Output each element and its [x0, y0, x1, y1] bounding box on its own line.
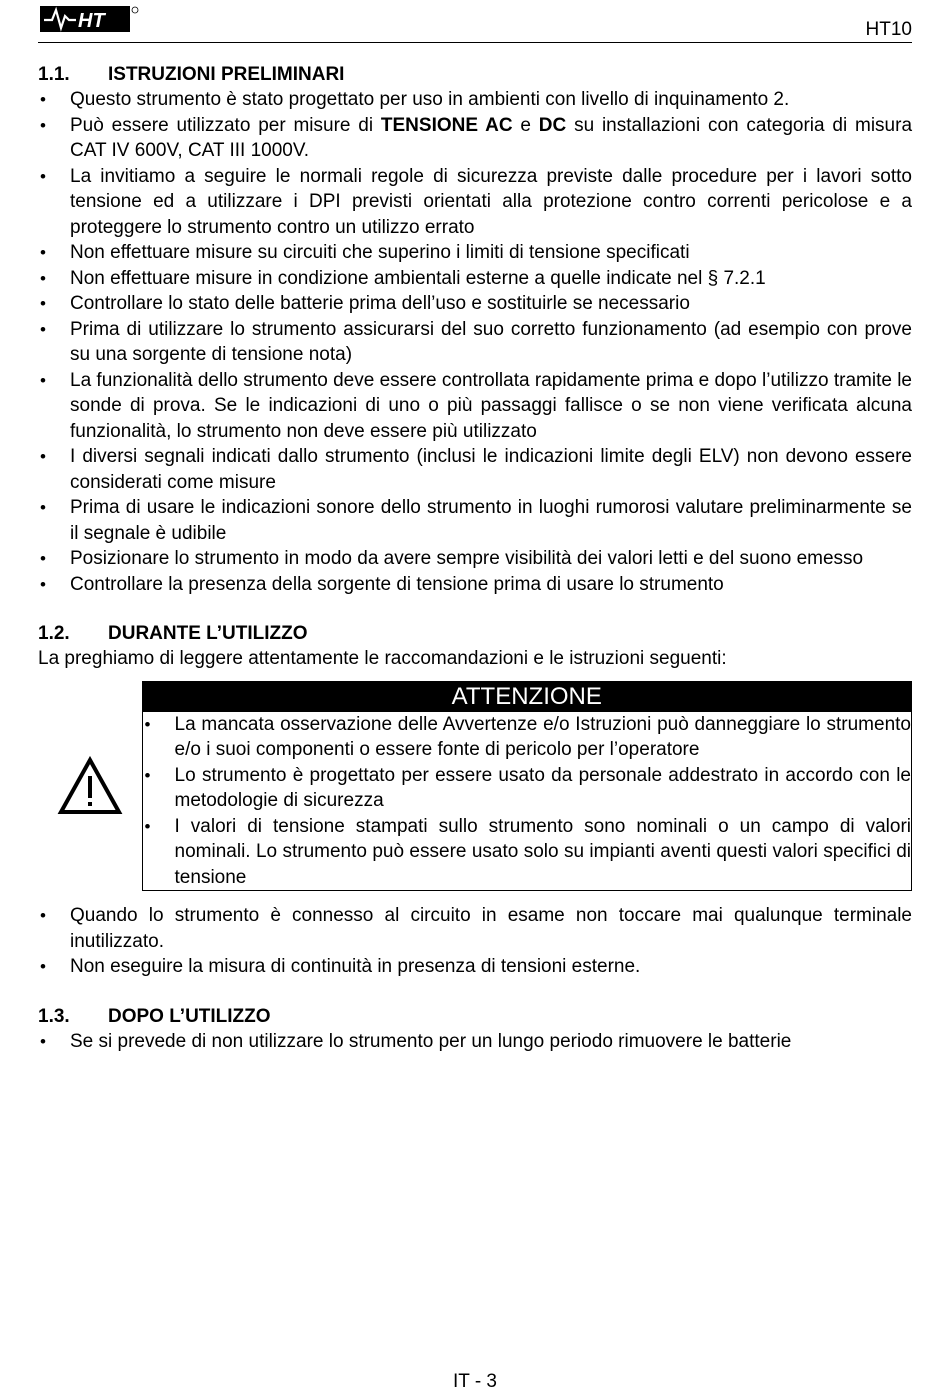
page-header — [38, 6, 912, 43]
list-item: • I valori di tensione stampati sullo strumento sono nominali o un campo di valori nominali. Lo strumento può essere usato solo su impianti aventi questi valori specifici di tensione — [143, 814, 911, 891]
section-heading-1-2: 1.2. DURANTE L’UTILIZZO — [38, 623, 308, 644]
preliminary-instructions-list — [38, 87, 912, 597]
list-item: • Controllare la presenza della sorgente di tensione prima di usare lo strumento — [38, 572, 912, 598]
list-item: • La funzionalità dello strumento deve essere controllata rapidamente prima e dopo l’utilizzo tramite le sonde di prova. Se le indicazioni di uno o più passaggi fallisce o se non viene verificata alcuna funzionalità, lo strumento non deve essere più utilizzato — [38, 368, 912, 445]
list-item: • La mancata osservazione delle Avvertenze e/o Istruzioni può danneggiare lo strumento e/o i suoi componenti o essere fonte di pericolo per l’operatore — [143, 712, 911, 763]
warning-block — [38, 681, 912, 892]
after-use-list — [38, 1029, 912, 1055]
list-item: • Posizionare lo strumento in modo da avere sempre visibilità dei valori letti e del suono emesso — [38, 546, 912, 572]
svg-text:HT: HT — [78, 10, 105, 32]
warning-triangle-icon — [57, 756, 123, 816]
list-item: • I diversi segnali indicati dallo strumento (inclusi le indicazioni limite degli ELV) non devono essere considerati come misure — [38, 444, 912, 495]
section-intro: La preghiamo di leggere attentamente le raccomandazioni e le istruzioni seguenti: — [38, 648, 727, 669]
warning-list — [142, 712, 912, 892]
list-item: • Prima di usare le indicazioni sonore dello strumento in luoghi rumorosi valutare preliminarmente se il segnale è udibile — [38, 495, 912, 546]
list-item: • Non effettuare misure su circuiti che superino i limiti di tensione specificati — [38, 240, 912, 266]
list-item: • La invitiamo a seguire le normali regole di sicurezza previste dalle procedure per i lavori sotto tensione ed a utilizzare i DPI previsti orientati alla protezione contro correnti pericolose e a proteggere lo strumento contro un utilizzo errato — [38, 164, 912, 241]
section-heading-1-1: 1.1. ISTRUZIONI PRELIMINARI — [38, 64, 345, 85]
list-item: • Prima di utilizzare lo strumento assicurarsi del suo corretto funzionamento (ad esempio con prove su una sorgente di tensione nota) — [38, 317, 912, 368]
list-item: • Non eseguire la misura di continuità in presenza di tensioni esterne. — [38, 954, 912, 980]
page-number: IT - 3 — [453, 1371, 497, 1392]
document-body — [38, 62, 912, 1054]
section-heading-1-3: 1.3. DOPO L’UTILIZZO — [38, 1005, 271, 1027]
list-item: • Lo strumento è progettato per essere usato da personale addestrato in accordo con le metodologie di sicurezza — [143, 763, 911, 814]
list-item: • Questo strumento è stato progettato per uso in ambienti con livello di inquinamento 2. — [38, 87, 912, 113]
list-item: • Non effettuare misure in condizione ambientali esterne a quelle indicate nel § 7.2.1 — [38, 266, 912, 292]
during-use-list — [38, 903, 912, 980]
model-name: HT10 — [865, 19, 912, 40]
warning-title: ATTENZIONE — [142, 681, 912, 712]
ht-logo — [40, 6, 140, 36]
list-item: • Quando lo strumento è connesso al circuito in esame non toccare mai qualunque terminale inutilizzato. — [38, 903, 912, 954]
list-item: • Può essere utilizzato per misure di TENSIONE AC e DC su installazioni con categoria di misura CAT IV 600V, CAT III 1000V. — [38, 113, 912, 164]
list-item: • Se si prevede di non utilizzare lo strumento per un lungo periodo rimuovere le batterie — [38, 1029, 912, 1055]
list-item: • Controllare lo stato delle batterie prima dell’uso e sostituirle se necessario — [38, 291, 912, 317]
